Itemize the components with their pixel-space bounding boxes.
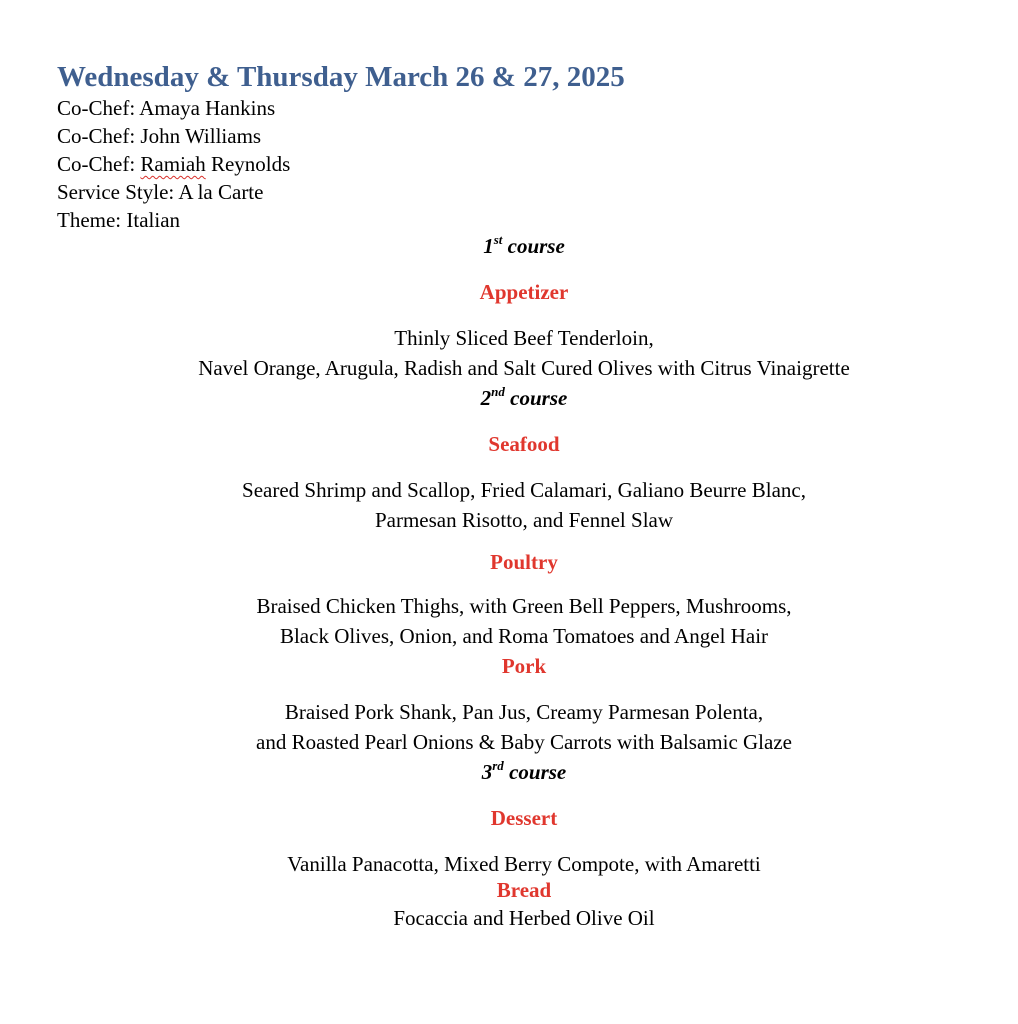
category-bread: Bread xyxy=(496,878,552,902)
info-value: Amaya Hankins xyxy=(139,96,276,120)
info-value: Reynolds xyxy=(210,152,291,176)
dish-line: Thinly Sliced Beef Tenderloin, xyxy=(394,326,654,350)
info-value: A la Carte xyxy=(178,180,264,204)
info-label: Co-Chef: xyxy=(57,152,136,176)
co-chef-line xyxy=(57,122,290,150)
info-value: Italian xyxy=(126,208,181,232)
category-dessert: Dessert xyxy=(490,806,558,830)
category-poultry: Poultry xyxy=(490,550,558,574)
course-heading-1: 1st course xyxy=(483,232,565,258)
menu-info xyxy=(57,94,290,234)
co-chef-line xyxy=(57,94,290,122)
info-label: Service Style: xyxy=(57,180,175,204)
service-style-line xyxy=(57,178,290,206)
dish-line: Black Olives, Onion, and Roma Tomatoes and Angel Hair xyxy=(279,624,769,648)
info-label: Theme: xyxy=(57,208,122,232)
dish-line: Braised Pork Shank, Pan Jus, Creamy Parmesan Polenta, xyxy=(284,700,764,724)
category-pork: Pork xyxy=(501,654,547,678)
category-appetizer: Appetizer xyxy=(479,280,569,304)
dish-line: Parmesan Risotto, and Fennel Slaw xyxy=(374,508,674,532)
dish-line: and Roasted Pearl Onions & Baby Carrots with Balsamic Glaze xyxy=(256,730,792,754)
dish-line: Navel Orange, Arugula, Radish and Salt Cured Olives with Citrus Vinaigrette xyxy=(198,356,850,380)
course-heading-2: 2nd course xyxy=(480,384,568,410)
info-label: Co-Chef: xyxy=(57,124,136,148)
co-chef-line xyxy=(57,150,290,178)
dish-line: Seared Shrimp and Scallop, Fried Calamari, Galiano Beurre Blanc, xyxy=(242,478,806,502)
dish-line: Vanilla Panacotta, Mixed Berry Compote, with Amaretti xyxy=(287,852,761,876)
theme-line xyxy=(57,206,290,234)
info-value: John Williams xyxy=(140,124,262,148)
course-heading-3: 3rd course xyxy=(481,758,567,784)
category-seafood: Seafood xyxy=(488,432,560,456)
dish-line: Focaccia and Herbed Olive Oil xyxy=(393,906,655,930)
info-label: Co-Chef: xyxy=(57,96,136,120)
dish-line: Braised Chicken Thighs, with Green Bell Peppers, Mushrooms, xyxy=(256,594,792,618)
page-title: Wednesday & Thursday March 26 & 27, 2025 xyxy=(57,61,625,93)
misspelled-word[interactable]: Ramiah xyxy=(140,152,206,176)
